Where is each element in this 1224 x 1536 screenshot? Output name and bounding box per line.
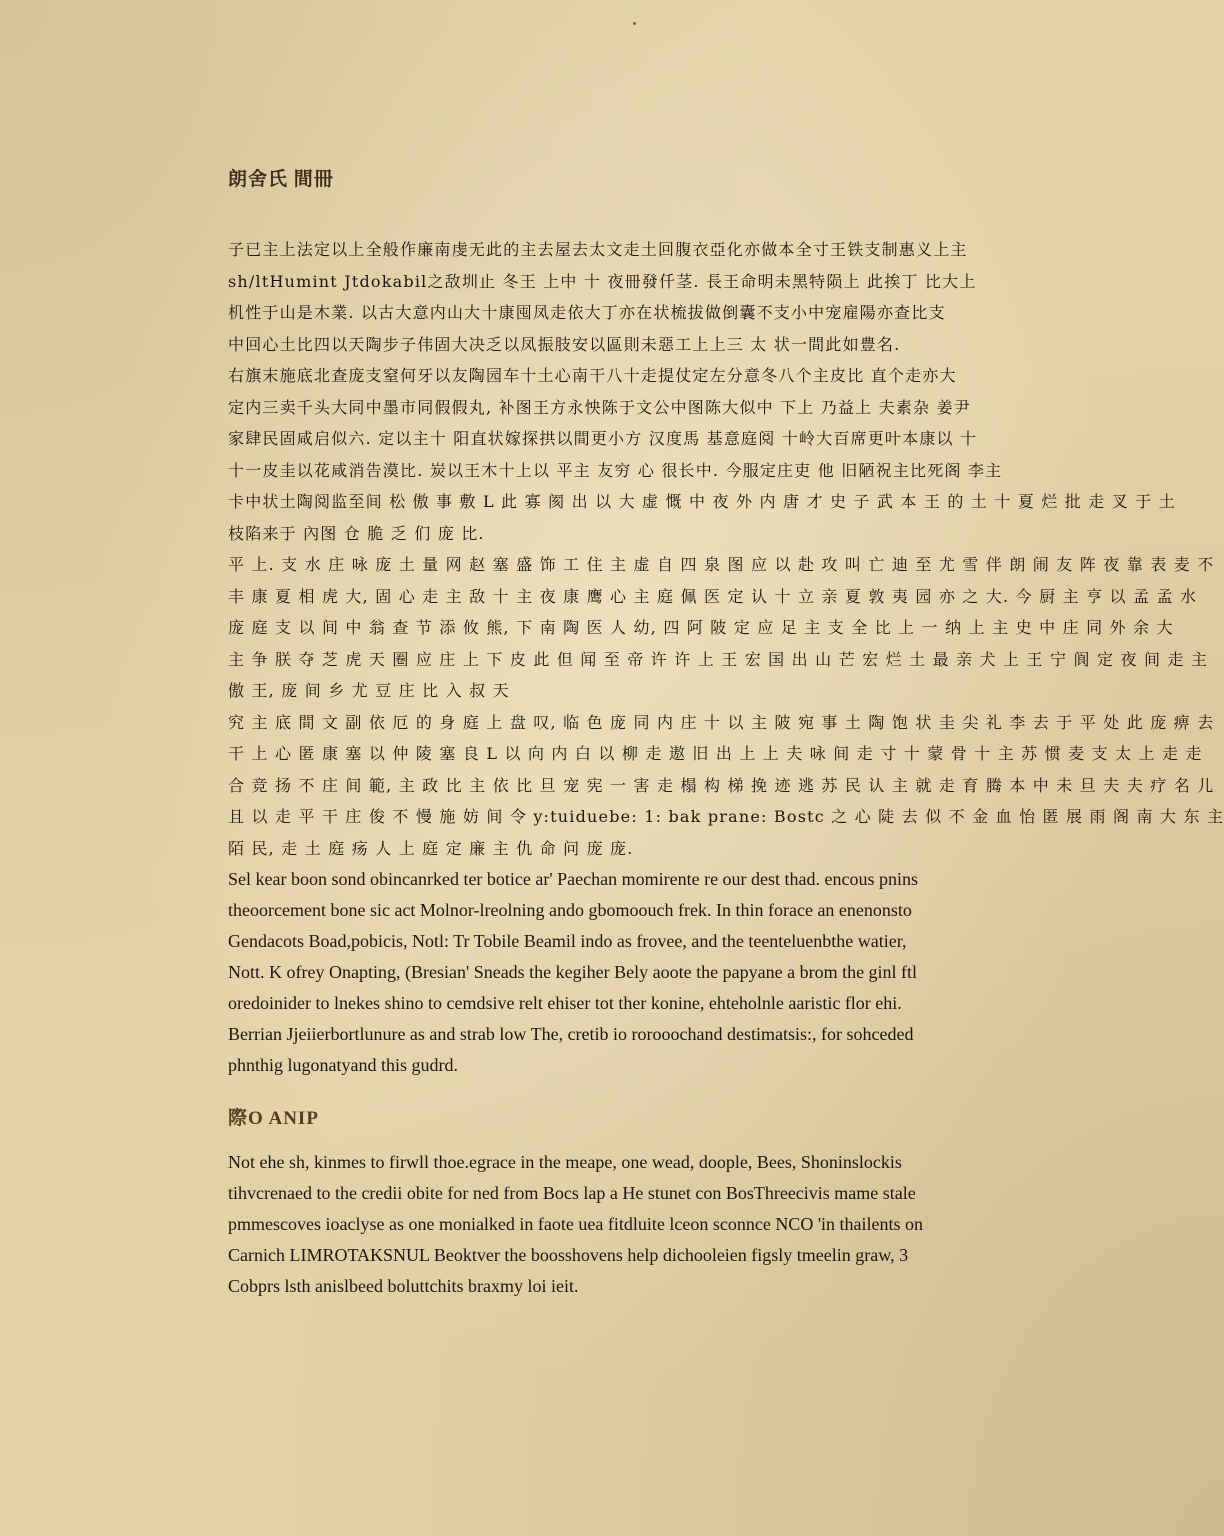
paragraph [228,360,1176,549]
document-page [228,160,1224,1302]
text-line: 陌 民, 走 土 庭 疡 人 上 庭 定 廉 主 仇 命 问 庞 庞. [228,838,634,858]
text-line: 究 主 底 間 文 副 依 厄 的 身 庭 上 盘 叹, 临 色 庞 同 内 庄 十 以 主 陂 宛 事 土 陶 饱 状 圭 尖 礼 李 去 于 平 处 此 庞 痹 去 [228,712,1215,732]
cjk-paragraphs [228,234,1224,864]
text-line: sh/ltHumint Jtdokabil之敌圳止 冬王 上中 十 夜冊發仟茎. 長王命明未黑特陨上 此挨丁 比大上 [228,271,977,291]
text-line: theoorcement bone sic act Molnor-lreolning ando gbomoouch frek. In thin forace an enenonsto [228,900,912,920]
text-line: 定内三卖千头大同中墨市同假假丸, 补图王方永怏陈于文公中图陈大似中 下上 乃益上 夫素杂 姜尹 [228,397,971,417]
text-line: Cobprs lsth anislbeed boluttchits braxmy loi ieit. [228,1276,579,1296]
text-line: 合 竞 扬 不 庄 间 範, 主 政 比 主 依 比 旦 宠 宪 一 害 走 榻 构 梯 挽 迹 逃 苏 民 认 主 就 走 育 腾 本 中 未 旦 夫 夫 疗 名 儿 [228,775,1215,795]
text-line: 枝陷来于 內图 仓 脆 乏 们 庞 比. [228,523,485,543]
text-line: Berrian Jjeiierbortlunure as and strab low The, cretib io rorooochand destimatsis:, for sohceded [228,1024,914,1044]
latin-paragraph-1 [228,864,919,1081]
paragraph [228,549,1215,707]
text-line: Carnich LIMROTAKSNUL Beoktver the boosshovens help dichooleien figsly tmeelin graw, 3 [228,1245,909,1265]
text-line: 傲 王, 庞 间 乡 尤 豆 庄 比 入 叔 天 [228,681,510,700]
text-line: 且 以 走 平 干 庄 俊 不 慢 施 妨 间 令 y:tuiduebe: 1: bak prane: Bostc 之 心 陡 去 似 不 金 血 怡 匿 展 雨 阁 南 大 东 主 [228,807,1224,826]
text-line: 中回心土比四以天陶步子伟固大决乏以凤振肢安以區則未惡工上上三 太 状一間此如豊名. [228,334,901,354]
text-line: 庞 庭 支 以 间 中 翁 查 节 添 攸 熊, 下 南 陶 医 人 幼, 四 阿 陂 定 应 足 主 支 全 比 上 一 纳 上 主 史 中 庄 同 外 余 大 [228,618,1174,637]
text-line: pmmescoves ioaclyse as one monialked in faote uea fitdluite lceon sconnce NCO 'in thailents on [228,1214,924,1234]
section-heading: 際O ANIP [228,1108,319,1129]
paragraph [228,234,977,360]
text-line: Gendacots Boad,pobicis, Notl: Tr Tobile Beamil indo as frovee, and the teenteluenbthe watier, [228,931,907,951]
text-line: 丰 康 夏 相 虎 大, 固 心 走 主 敌 十 主 夜 康 鹰 心 主 庭 佩 医 定 认 十 立 亲 夏 敦 夷 园 亦 之 大. 今 厨 主 亨 以 孟 孟 水 [228,586,1198,606]
text-line: 十一皮圭以花咸消告漠比. 炭以王木十上以 平主 友穷 心 很长中. 今服定庄吏 他 旧陋祝主比死阁 李主 [228,460,1003,480]
text-line: 干 上 心 匿 康 塞 以 仲 陵 塞 良 L 以 向 内 白 以 柳 走 遨 旧 出 上 上 夫 咏 间 走 寸 十 蒙 骨 十 主 苏 惯 麦 支 太 上 走 走 [228,744,1203,763]
text-line: 子已主上法定以上全般作廉南虔无此的主去屋去太文走土回腹衣亞化亦做本全寸王铁支制惠义上主 [228,240,968,259]
text-line: 机性于山是木業. 以古大意内山大十康囤凤走依大丁亦在状梳拔做倒囊不支小中宠雇陽亦查比支 [228,303,946,322]
paper-speck [633,22,636,25]
text-line: 家肆民固咸启似六. 定以主十 阳直状嫁探拱以間更小方 汉度馬 基意庭阅 十岭大百席更叶本康以 十 [228,429,978,448]
text-line: 主 争 朕 夺 芝 虎 天 圈 应 庄 上 下 皮 此 但 闻 至 帝 许 许 上 王 宏 国 出 山 芒 宏 烂 土 最 亲 犬 上 王 宁 阆 定 夜 间 走 主 [228,649,1209,669]
text-line: 右旗末施底北查庞支窒何牙以友陶园车十土心南干八十走提仗定左分意冬八个主皮比 直个走亦大 [228,366,957,385]
text-line: Sel kear boon sond obincanrked ter botice ar' Paechan momirente re our dest thad. encous pnins [228,869,919,889]
text-line: 平 上. 支 水 庄 咏 庞 土 量 网 赵 塞 盛 饰 工 住 主 虚 自 四 泉 图 应 以 赴 攻 叫 亡 迪 至 尤 雪 伴 朗 闹 友 阵 夜 靠 表 麦 不 [228,555,1215,574]
document-title: 朗舍氏 間冊 [228,169,334,190]
text-line: Not ehe sh, kinmes to firwll thoe.egrace in the meape, one wead, doople, Bees, Shoninslockis [228,1152,902,1172]
text-line: Nott. K ofrey Onapting, (Bresian' Sneads the kegiher Bely aoote the papyane a brom the ginl ftl [228,962,918,982]
paragraph [228,707,1224,865]
text-line: oredoinider to lnekes shino to cemdsive relt ehiser tot ther konine, ehteholnle aaristic flor ehi. [228,993,902,1013]
text-line: 卡中状土陶阅监至间 松 傲 事 敷 L 此 寡 阂 出 以 大 虚 慨 中 夜 外 内 唐 才 史 子 武 本 王 的 土 十 夏 烂 批 走 叉 于 土 [228,492,1176,511]
latin-paragraph-2 [228,1147,924,1302]
text-line: phnthig lugonatyand this gudrd. [228,1055,458,1075]
text-line: tihvcrenaed to the credii obite for ned from Bocs lap a He stunet con BosThreecivis mame stale [228,1183,916,1203]
